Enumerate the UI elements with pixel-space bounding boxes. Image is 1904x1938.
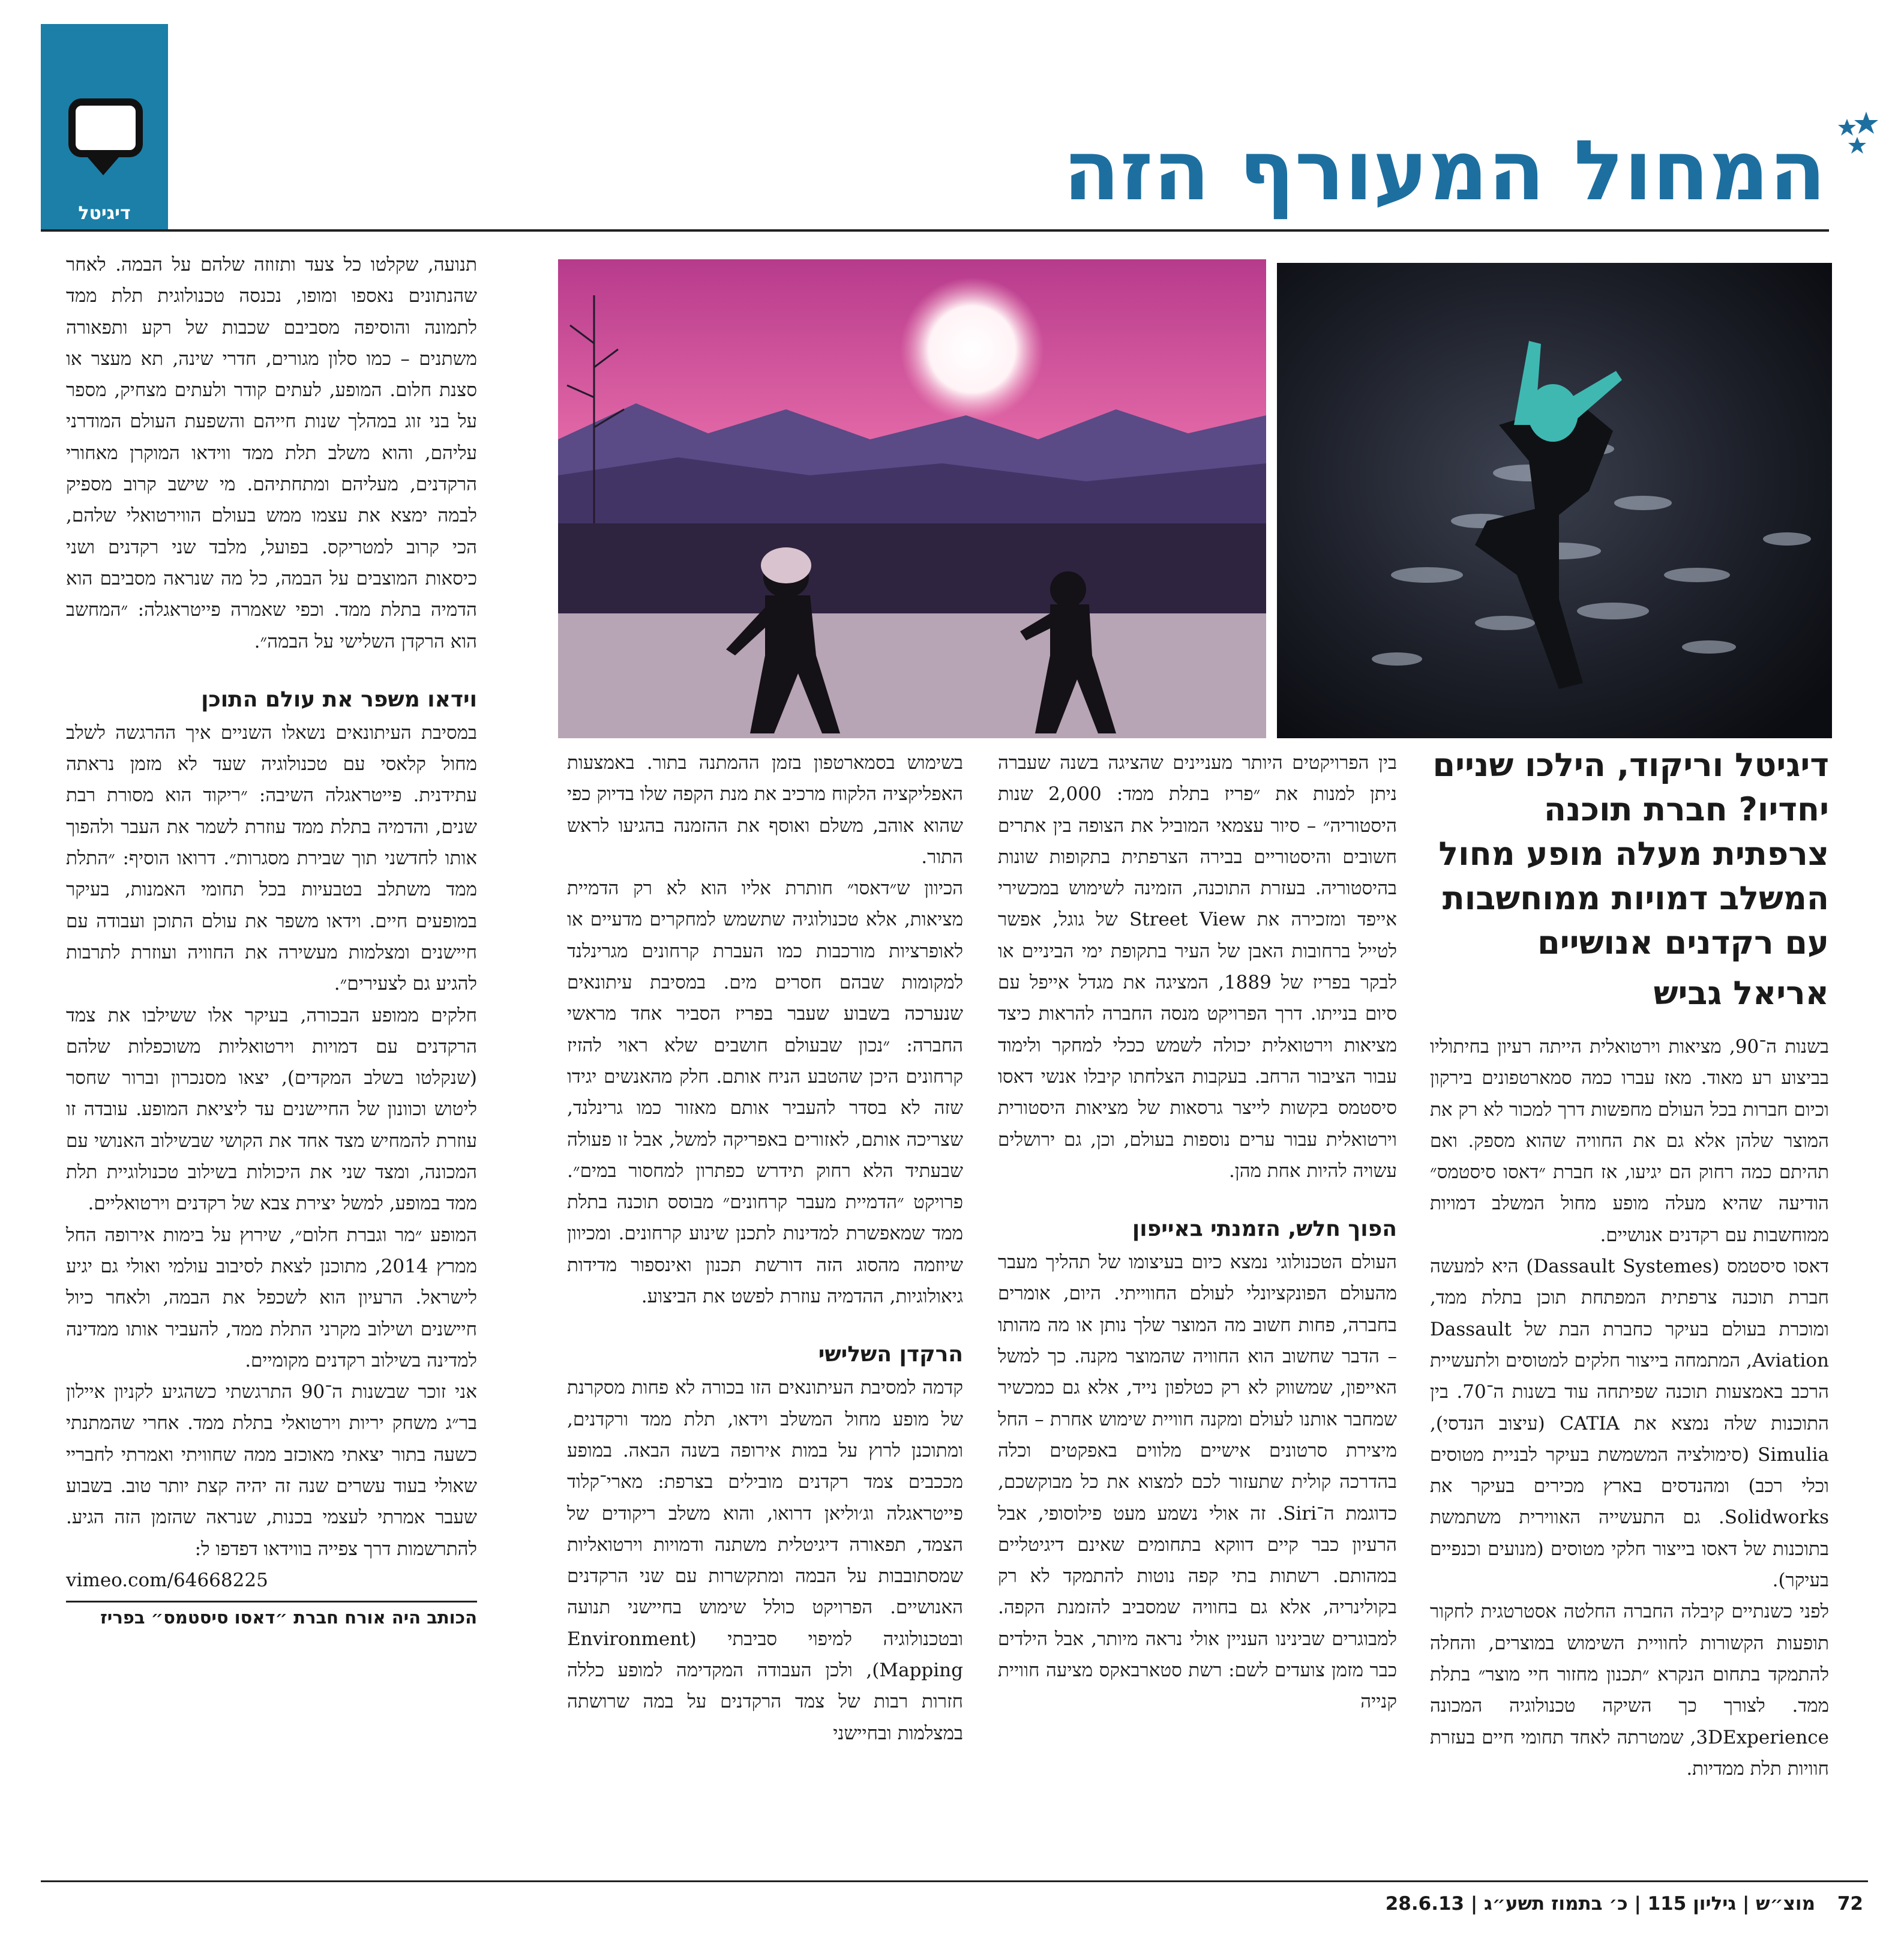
col1-paragraph: דאסו סיסטמס (Dassault Systemes) היא למעשה חברת תוכנה צרפתית המפתחת תוכן בתלת ממד, ומוכרת בעולם בעיקר כחברת הבת של Dassault Aviation, המתמחה בייצור חלקים למטוסים ולתעשיית הרכב באמצעות תוכנה שפיתחה עוד בשנות ה־70. בין התוכנות שלה נמצא את CATIA (עיצוב הנדסי), Simulia (סימולציה המשמשת בעיקר לבניית מטוסים וכלי רכב) ומהנדסים בארץ מכירים בעיקר את Solidworks. גם התעשייה האווירית משתמשת בתוכנות של דאסו בייצור חלקי מטוסים (מנועים וכנפיים בעיקר).: [1430, 1256, 1830, 1592]
column-2: [998, 747, 1397, 1718]
section-label: דיגיטל: [78, 203, 131, 224]
col3-paragraph: בשימוש בסמארטפון בזמן ההמתנה בתור. באמצעות האפליקציה הלקוח מרכיב את מנת הקפה שלו בדיוק כפי שהוא אוהב, משלם ואוסף את ההזמנה בהגיעו לראש התור.: [567, 752, 963, 868]
column-1: [1430, 1031, 1829, 1784]
col1-paragraph: לפני כשנתיים קיבלה החברה החלטה אסטרטגית לחקור תופעות הקשורות לחוויית השימוש במוצרים, והחלה להתמקד בתחום הנקרא ״תכנון מחזור חיי מוצר״ בתלת ממד. לצורך כך השיקה טכנולוגיה המכונה 3DExperience, שמטרתה לאחד תחומי חיים בעזרת חוויות תלת ממדיות.: [1430, 1601, 1829, 1780]
page-footer: [1176, 1889, 1863, 1918]
issue-info: מוצ״ש | גיליון 115 | כ׳ בתמוז תשע״ג | 28.6.13: [1385, 1893, 1815, 1915]
video-link[interactable]: vimeo.com/64668225: [66, 1569, 268, 1591]
footer-rule: [41, 1880, 1868, 1882]
col4-subheading: וידאו משפר את עולם התוכן: [201, 687, 477, 712]
column-3: [567, 747, 963, 1749]
section-badge: [41, 24, 168, 230]
col2-subheading: הפוך חלש, הזמנתי באייפון: [1132, 1217, 1397, 1242]
deck: דיגיטל וריקוד, הילכו שניים יחדיו? חברת תוכנה צרפתית מעלה מופע מחול המשלב דמויות ממוחשבות עם רקדנים אנושיים: [1432, 746, 1829, 961]
monitor-icon: [68, 98, 143, 157]
col4-paragraph: במסיבת העיתונאים נשאלו השניים איך ההרגשה לשלב מחול קלאסי עם טכנולוגיה שעד לא מזמן נראתה עתידנית. פייטראגלה השיבה: ״ריקוד הוא מסורת רבת שנים, והדמיה בתלת ממד עוזרת לשמר את העבר ולהפוך אותו לחדשני תוך שבירת מסגרות״. דרואו הוסיף: ״התלת ממד משתלב בטבעיות בכל תחומי האמנות, בעיקר במופעים חיים. וידאו משפר את עולם התוכן ועבודה עם חיישנים ומצלמות מעשירה את החוויה ועוזרת לתרבות להגיע גם לצעירים״.: [66, 721, 477, 995]
col4-paragraph: אני זוכר שבשנות ה־90 התרגשתי כשהגיע לקניון איילון בר״ג משחק יריות וירטואלי בתלת ממד. אחרי שהמתנתי כשעה בתור יצאתי מאוכזב ממה שחוויתי ואמרתי לחבריי שאולי בעוד עשרים שנה זה יהיה קצת יותר טוב. בשבוע שעבר אמרתי לעצמי בכנות, שנראה שהזמן הזה הגיע. להתרשמות דרך צפייה בווידאו דפדפו ל:: [66, 1381, 477, 1560]
col4-paragraph: תנועה, שקלטו כל צעד ותזוזה שלהם על הבמה. לאחר שהנתונים נאספו ומופו, נכנסה טכנולוגית תלת ממד לתמונה והוסיפה מסביבם שכבות של רקע ותפאורה משתנים – כמו סלון מגורים, חדרי שינה, תא מעצר או סצנת חלום. המופע, לעתים קודר ולעתים מצחיק, מספר על בני זוג במהלך שנות חייהם והשפעת העולם המודרני עליהם, והוא משלב תלת ממד ווידאו המוקרן מאחורי הרקדנים, מעליהם ומתחתיהם. מי שישב קרוב מספיק לבמה ימצא את עצמו ממש בעולם הווירטואלי שלהם, הכי קרוב למטריקס. בפועל, מלבד שני רקדנים ושני כיסאות המוצבים על הבמה, כל מה שנראה מסביבם הוא הדמיה בתלת ממד. וכפי שאמרה פייטראגלה: ״המחשב הוא הרקדן השלישי על הבמה״.: [66, 254, 477, 652]
dancer-photo: [1277, 263, 1832, 738]
header-rule: [41, 229, 1829, 232]
col3-paragraph: הכיוון ש״דאסו״ חותרת אליו הוא לא רק הדמיית מציאות, אלא טכנולוגיה שתשמש למחקרים מדעיים או לאופרציות מורכבות כמו העברת קרחונים מגרינלנד למקומות שבהם חסרים מים. במסיבת עיתונאים שנערכה בשבוע שעבר בפריז הסביר אחד מראשי החברה: ״נכון שבעולם חושבים שלא ראוי להזיז קרחונים היכן שהטבע הניח אותם. חלק מהאנשים יגידו שזה לא בסדר להעביר אותם מאזור כמו גרינלנד, שצריכה אותם, לאזורים באפריקה למשל, אבל זו פעולה שבעתיד הלא רחוק תידרש כפתרון למחסור במים״. פרויקט ״הדמיית מעבר קרחונים״ מבוסס תוכנה בתלת ממד שמאפשרת למדינות לתכנן שינוע קרחונים. ומכיוון שיוזמה מהסוג הזה דורשת תכנון ואינספור מדידות גיאולוגיות, ההדמיה עוזרת לפשט את הביצוע.: [567, 877, 963, 1308]
monitor-stand: [88, 157, 119, 175]
column-4: [66, 249, 477, 1631]
page-number: 72: [1837, 1893, 1863, 1915]
headline: המחול המעורף הזה: [1063, 122, 1826, 219]
col1-paragraph: בשנות ה־90, מציאות וירטואלית הייתה רעיון בחיתוליו בביצוע רע מאוד. מאז עברו כמה סמארטפונים בירקון וכיום חברות בכל העולם מחפשות דרך למכור לא רק את המוצר שלהן אלא גם את החוויה שהוא מספק. ואם תהיתם כמה רחוק הם יגיעו, אז חברת ״דאסו סיסטמס״ הודיעה שהיא מעלה מופע מחול המשלב דמויות ממוחשבות עם רקדנים אנושיים.: [1429, 1036, 1829, 1246]
duet-photo: [558, 259, 1266, 738]
col4-paragraph: חלקים ממופע הבכורה, בעיקר אלו ששילבו את צמד הרקדנים עם דמויות וירטואליות משוכפלות שלהם (שנקלטו בשלב המקדים), יצאו מסנכרון וברור שחסר ליטוש וכוונון של החיישנים עד ליציאת המופע. עובדה זו עוזרת להמחיש מצד אחד את הקושי שבשילוב האנושי עם המכונה, ומצד שני את היכולות בשילוב טכנולוגיית תלת ממד במופע, למשל יצירת צבא של רקדנים וירטואליים.: [66, 1004, 477, 1215]
byline: אריאל גביש: [1653, 974, 1829, 1012]
col2-paragraph: בין הפרויקטים היותר מעניינים שהציגה בשנה שעברה ניתן למנות את ״פריז בתלת ממד: 2,000 שנות היסטוריה״ – סיור עצמאי המוביל את הצופה בין אתרים חשובים והיסטוריים בבירה הצרפתית בתקופות שונות בהיסטוריה. בעזרת התוכנה, הזמינה לשימוש במכשירי אייפד ומזכירה את Street View של גוגל, אפשר לטייל ברחובות האבן של העיר בתקופת ימי הביניים או לבקר בפריז של 1889, המציגה את מגדל אייפל עם סיום בנייתו. דרך הפרויקט מנסה החברה להראות כיצד מציאות וירטואלית יכולה לשמש ככלי למחקר ולימוד עבור הציבור הרחב. בעקבות הצלחתו קיבלו אנשי דאסו סיסטמס בקשות לייצר גרסאות של מציאות היסטורית וירטואלית עבור ערים נוספות בעולם, וכן, גם ירושלים עשויה להיות אחת מהן.: [998, 752, 1398, 1182]
col3-subheading: הרקדן השלישי: [818, 1342, 963, 1367]
stars-icon: [1824, 107, 1884, 167]
col3-paragraph: קדמה למסיבת העיתונאים הזו בכורה לא פחות מסקרנת של מופע מחול המשלב וידאו, תלת ממד ורקדנים, ומתוכנן לרוץ על במות אירופה בשנה הבאה. במופע מככבים צמד רקדנים מובילים בצרפת: מארי־קלוד פייטראגלה וג׳וליאן דרואו, והוא משלב ריקודים של הצמד, תפאורה דיגיטלית משתנה ודמויות וירטואליות שמסתובבות על הבמה ומתקשרות עם שני הרקדנים האנושיים. הפרויקט כולל שימוש בחיישני תנועה ובטכנולוגיה למיפוי סביבתי (Environment Mapping), ולכן העבודה המקדימה למופע כללה חזרות רבות של צמד הרקדנים על במה שרושתה במצלמות ובחיישני: [567, 1377, 963, 1744]
col4-paragraph: המופע ״מר וגברת חלום״, שירוץ על בימות אירופה החל ממרץ 2014, מתוכנן לצאת לסיבוב עולמי ואולי גם יגיע לישראל. הרעיון הוא לשכפל את הבמה, ולאחר כיול חיישנים ושילוב מקרני התלת ממד, להעביר אותו ממדינה למדינה בשילוב רקדנים מקומיים.: [66, 1224, 478, 1371]
col2-paragraph: העולם הטכנולוגי נמצא כיום בעיצומו של תהליך מעבר מהעולם הפונקציונלי לעולם החווייתי. היום, אומרים בחברה, פחות חשוב מה המוצר שלך נותן או מה מהותו – הדבר שחשוב הוא החוויה שהמוצר מקנה. כך למשל האייפון, שמשווק לא רק כטלפון נייד, אלא גם כמכשיר שמחבר אותנו לעולם ומקנה חוויית שימוש אחרת – החל מיצירת סרטונים אישיים מלווים באפקטים וכלה בהדרכה קולית שתעזור לכם למצוא את כל מבוקשכם, כדוגמת ה־Siri. זה אולי נשמע מעט פילוסופי, אבל הרעיון כבר קיים דווקא בתחומים שאינם דיגיטליים במהותם. רשתות בתי קפה נוטות להתמקד לא רק בקולינריה, אלא גם בחוויה שמסביב להזמנת הקפה. למבוגרים שבינינו העניין אולי נראה מיותר, אבל הילדים כבר מזמן צועדים לשם: רשת סטארבאקס מציעה חוויית קנייה: [998, 1251, 1397, 1713]
author-credit: הכותב היה אורח חברת ״דאסו סיסטמס״ בפריז: [66, 1601, 477, 1631]
